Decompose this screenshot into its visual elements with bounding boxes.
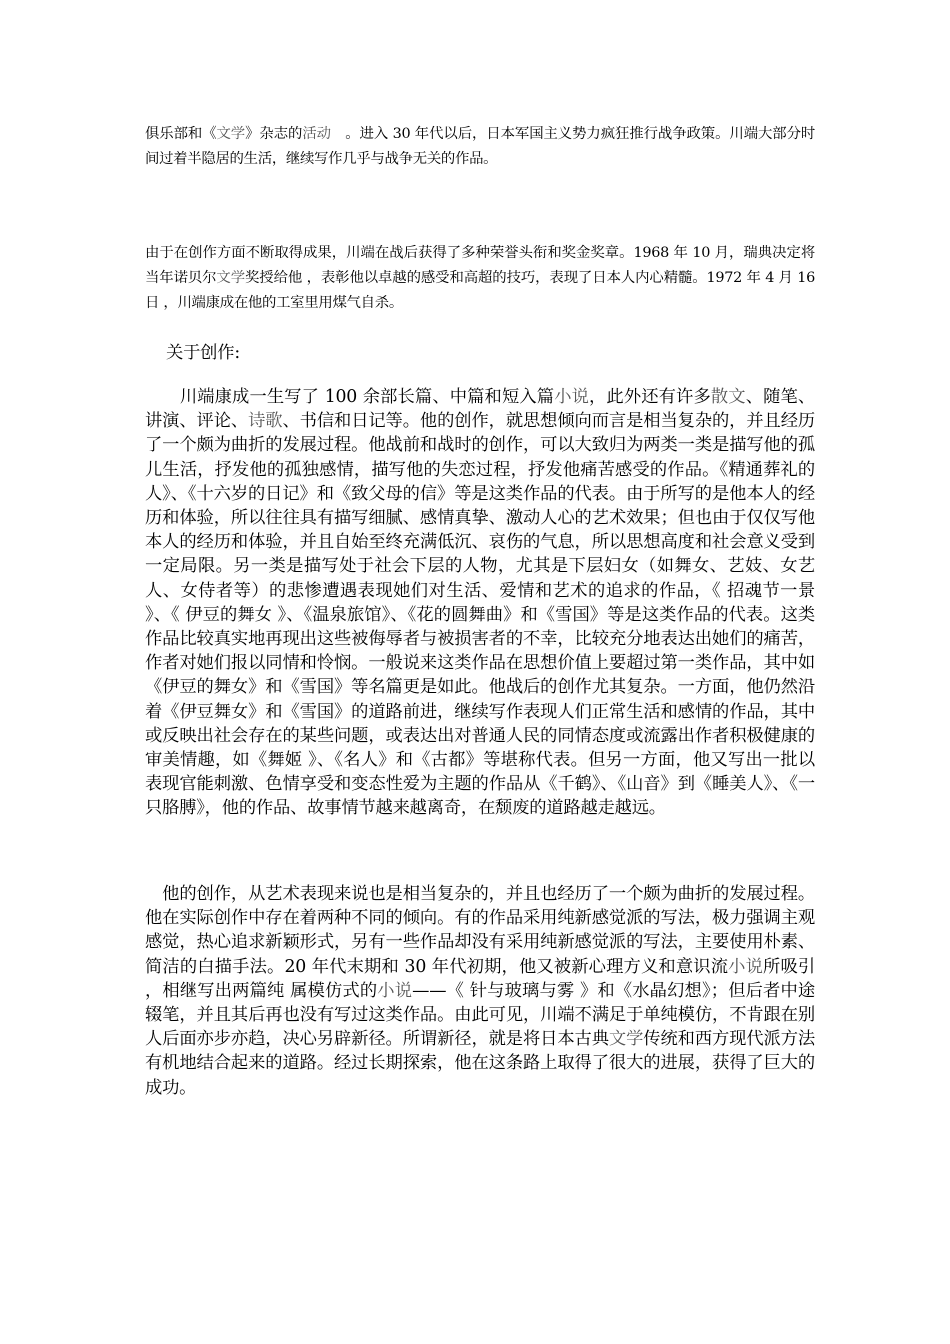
inline-link[interactable]: 活动 <box>302 126 331 142</box>
inline-link[interactable]: 小说 <box>554 387 590 407</box>
inline-link[interactable]: 散文 <box>710 387 746 407</box>
paragraph-honors: 由于在创作方面不断取得成果，川端在战后获得了多种荣誉头衔和奖金奖章。1968 年 10 月，瑞典决定将当年诺贝尔文学奖授给他 ，表彰他以卓越的感受和高超的技巧，表现了日本人内心精髓。1972 年 4 月 16 日 ，川端康成在他的工室里用煤气自杀。 <box>145 245 815 311</box>
inline-link[interactable]: 小说 <box>728 956 764 977</box>
inline-link[interactable]: 小说 <box>377 980 413 1001</box>
section-heading-creation: 关于创作: <box>166 343 240 363</box>
inline-link[interactable]: 文学 <box>216 270 245 286</box>
inline-link[interactable]: 文学 <box>216 126 246 142</box>
paragraph-artistic-style: 他的创作，从艺术表现来说也是相当复杂的，并且也经历了一个颇为曲折的发展过程。他在实际创作中存在着两种不同的倾向。有的作品采用纯新感觉派的写法，极力强调主观感觉，热心追求新颖形式，另有一些作品却没有采用纯新感觉派的写法，主要使用朴素、简洁的白描手法。20 年代末期和 30 年代初期，他又被新心理方义和意识流小说所吸引 ，相继写出两篇纯 属模仿式的小说——《 针与玻璃与雾 》和《水晶幻想》；但后者中途辍笔，并且其后再也没有写过这类作品。由此可见，川端不满足于单纯模仿，不肯跟在别人后面亦步亦趋，决心另辟新径。所谓新径，就是将日本古典文学传统和西方现代派方法有机地结合起来的道路。经过长期探索，他在这条路上取得了很大的进展，获得了巨大的成功。 <box>145 884 816 1098</box>
inline-link[interactable]: 文学 <box>608 1029 644 1050</box>
paragraph-works-overview: 川端康成一生写了 100 余部长篇、中篇和短入篇小说，此外还有许多散文、随笔、讲演、评论、诗歌、书信和日记等。他的创作，就思想倾向而言是相当复杂的，并且经历了一个颇为曲折的发展过程。他战前和战时的创作，可以大致归为两类一类是描写他的孤儿生活，抒发他的孤独感情，描写他的失恋过程，抒发他痛苦感受的作品。《精通葬礼的人》、《十六岁的日记》和《致父母的信》等是这类作品的代表。由于所写的是他本人的经历和体验，所以往往具有描写细腻、感情真挚、激动人心的艺术效果；但也由于仅仅写他本人的经历和体验，并且自始至终充满低沉、哀伤的气息，所以思想高度和社会意义受到一定局限。另一类是描写处于社会下层的人物，尤其是下层妇女（如舞女、艺妓、女艺人、女侍者等）的悲惨遭遇表现她们对生活、爱情和艺术的追求的作品，《 招魂节一景 》、《 伊豆的舞女 》、《温泉旅馆》、《花的圆舞曲》和《雪国》等是这类作品的代表。这类作品比较真实地再现出这些被侮辱者与被损害者的不幸，比较充分地表达出她们的痛苦，作者对她们报以同情和怜悯。一般说来这类作品在思想价值上要超过第一类作品，其中如《伊豆的舞女》和《雪国》等名篇更是如此。他战后的创作尤其复杂。一方面，他仍然沿着《伊豆舞女》和《雪国》的道路前进，继续写作表现人们正常生活和感情的作品，其中或反映出社会存在的某些问题，或表达出对普通人民的同情态度或流露出作者积极健康的审美情趣，如《舞姬 》、《名人》和《古都》等堪称代表。但另一方面，他又写出一批以表现官能刺激、色情享受和变态性爱为主题的作品从《千鹤》、《山音》到《睡美人》、《一只胳膊》，他的作品、故事情节越来越离奇，在颓废的道路越走越远。 <box>145 387 816 819</box>
inline-link[interactable]: 诗歌 <box>248 411 283 432</box>
paragraph-war-period: 俱乐部和《文学》杂志的活动 。进入 30 年代以后，日本军国主义势力疯狂推行战争政策。川端大部分时间过着半隐居的生活，继续写作几乎与战争无关的作品。 <box>145 126 815 167</box>
